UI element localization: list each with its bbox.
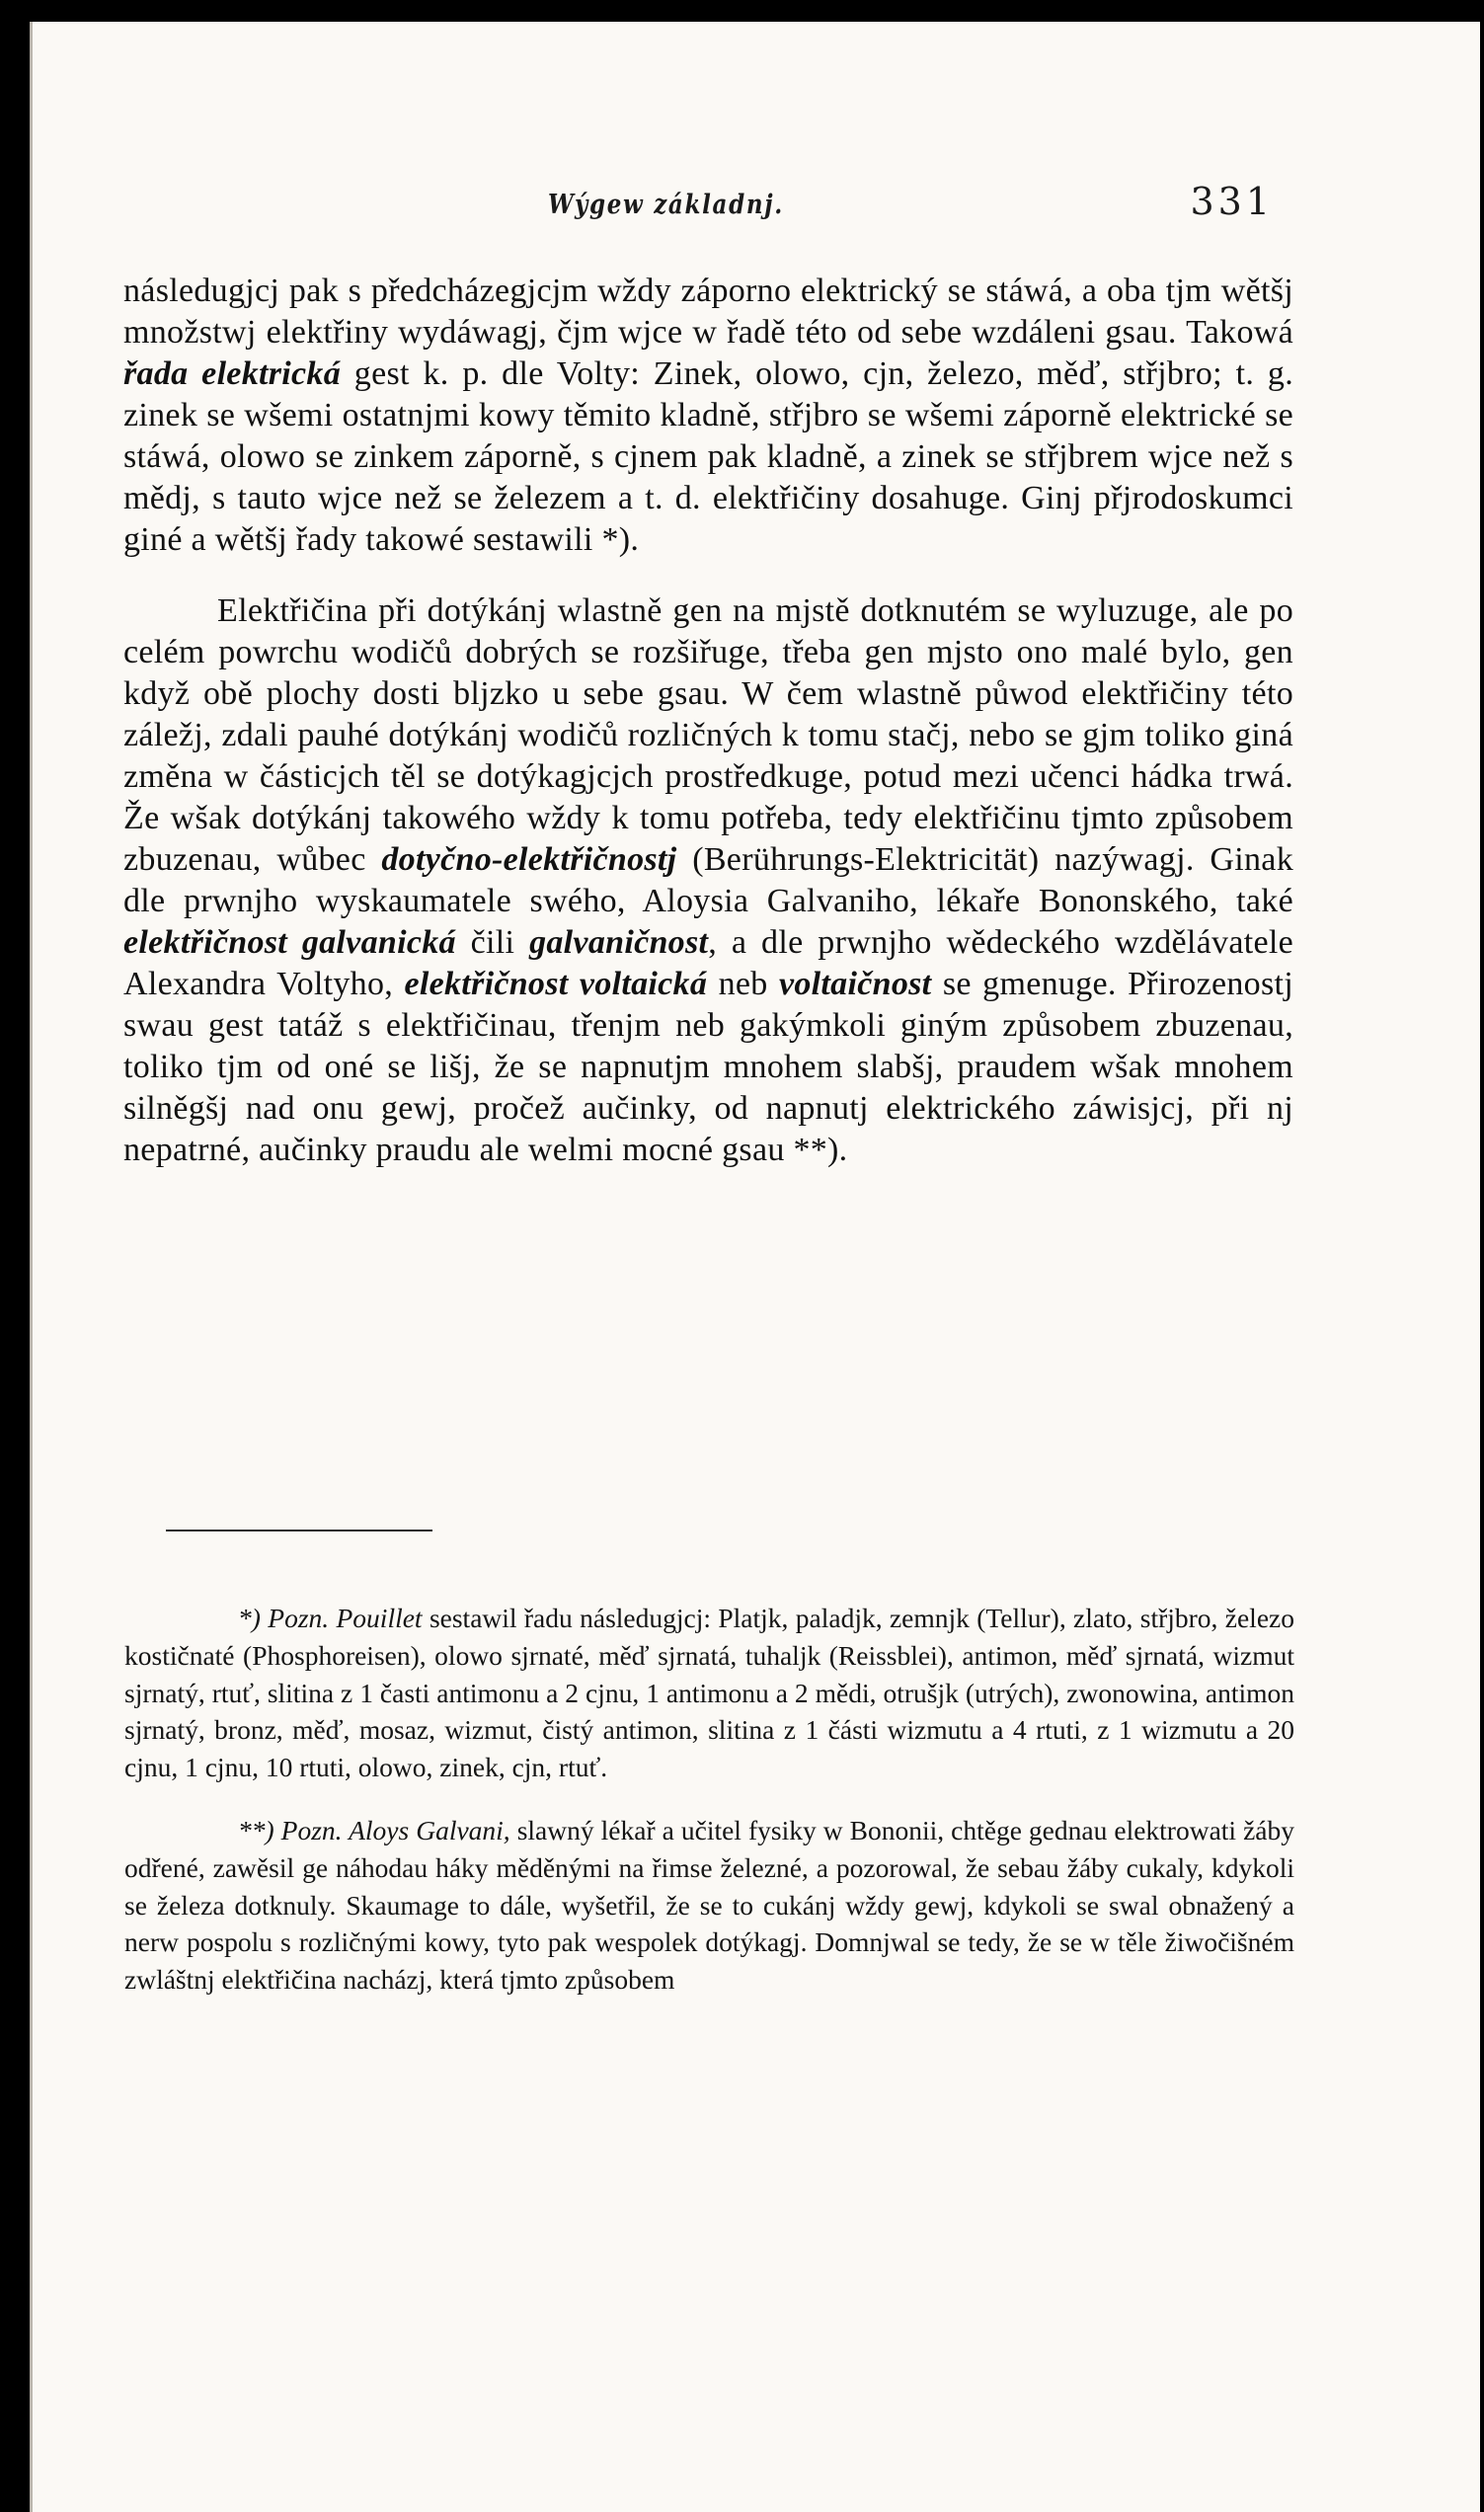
footnote-ref: *) Pozn. Pouillet [238,1603,423,1633]
scan-border-top [0,0,1484,22]
emphasized-term: dotyčno-elektřičnostj [381,841,677,878]
page-gutter [30,22,33,2512]
footnote-divider [166,1530,432,1531]
emphasized-term: elektřičnost galvanická [123,924,456,961]
text-run: následugjcj pak s předcházegjcjm wždy záporno elektrický se stáwá, a oba tjm wětšj množstwj elektřiny wydáwagj, čjm wjce w řadě této od sebe wzdáleni gsau. Takowá [123,273,1293,351]
running-head [30,180,1274,229]
text-run: (Berührungs-Elektricität) nazýwagj. Ginak dle prwnjho wyskaumatele swého, Aloysia Galvaniho, lékaře Bononského, také [123,841,1293,919]
emphasized-term: elektřičnost voltaická [404,966,708,1002]
footnote-ref: **) Pozn. Aloys Galvani, [238,1814,510,1845]
text-run: čili [455,924,530,961]
footnotes [124,1600,1294,1999]
text-run: Elektřičina při dotýkánj wlastně gen na mjstě dotknutém se wyluzuge, ale po celém powrchu wodičů dobrých se rozšiřuge, třeba gen mjsto ono malé bylo, gen když obě plochy dosti bljzko u sebe gsau. W čem wlastně půwod elektřičiny této záležj, zdali pauhé dotýkánj wodičů rozličných k tomu stačj, nebo se gjm toliko giná změna w částicjch těl se dotýkagjcjch prostředkuge, potud mezi učenci hádka trwá. Že wšak dotýkánj takowého wždy k tomu potřeba, tedy elektřičinu tjmto způsobem zbuzenau, wůbec [123,592,1293,878]
text-run: se gmenuge. Přirozenostj swau gest tatáž s elektřičinau, třenjm neb gakýmkoli giným způsobem zbuzenau, toliko tjm od oné se lišj, že se napnutjm mnohem slabšj, praudem wšak mnohem silněgšj nad onu gewj, pročež aučinky, od napnutj elektrického záwisjcj, při nj nepatrné, aučinky praudu ale welmi mocné gsau **). [123,966,1294,1168]
paragraph-2 [123,590,1293,1171]
running-title: Wýgew základnj. [548,190,784,220]
body-text [123,271,1293,1171]
book-page [30,22,1480,2512]
emphasized-term: galvaničnost [529,924,709,961]
footnote-2 [124,1812,1294,1999]
footnote-text: sestawil řadu následugjcj: Platjk, paladjk, zemnjk (Tellur), zlato, střjbro, železo kostičnaté (Phosphoreisen), olowo sjrnaté, měď sjrnatá, tuhaljk (Reissblei), antimon, měď sjrnatá, wizmut sjrnatý, rtuť, slitina z 1 časti antimonu a 2 cjnu, 1 antimonu a 2 mědi, otrušjk (utrých), zwonowina, antimon sjrnatý, bronz, měď, mosaz, wizmut, čistý antimon, slitina z 1 části wizmutu a 4 rtuti, z 1 wizmutu a 20 cjnu, 1 cjnu, 10 rtuti, olowo, zinek, cjn, rtuť. [124,1603,1294,1783]
page-number: 331 [1190,180,1274,223]
footnote-text: slawný lékař a učitel fysiky w Bononii, chtěge gednau elektrowati žáby odřené, zawěsil ge náhodau háky měděnými na řimse železné, a pozorowal, že sebau žáby cukaly, kdykoli se železa dotknuly. Skaumage to dále, wyšetřil, že se to cukánj wždy gewj, kdykoli se swal obnažený a nerw pospolu s rozličnými kowy, tyto pak wespolek dotýkagj. Domnjwal se tedy, že se w těle žiwočišném zwláštnj elektřičina nacházj, která tjmto způsobem [124,1814,1294,1996]
emphasized-term: voltaičnost [778,966,932,1002]
text-run: neb [707,966,779,1002]
footnote-1 [124,1600,1294,1786]
scan-border-right [1480,0,1484,2512]
paragraph-1 [123,271,1293,561]
text-run: gest k. p. dle Volty: Zinek, olowo, cjn, železo, měď, střjbro; t. g. zinek se wšemi ostatnjmi kowy těmito kladně, střjbro se wšemi záporně elektrické se stáwá, olowo se zinkem záporně, s cjnem pak kladně, a zinek se střjbrem wjce než s mědj, s tauto wjce než se železem a t. d. elektřičiny dosahuge. Ginj přjrodoskumci giné a wětšj řady takowé sestawili *). [123,355,1294,558]
scan-border-left [0,0,30,2512]
text-run: , a dle prwnjho wědeckého wzdělávatele Alexandra Voltyho, [123,924,1293,1002]
emphasized-term: řada elektrická [123,355,342,392]
